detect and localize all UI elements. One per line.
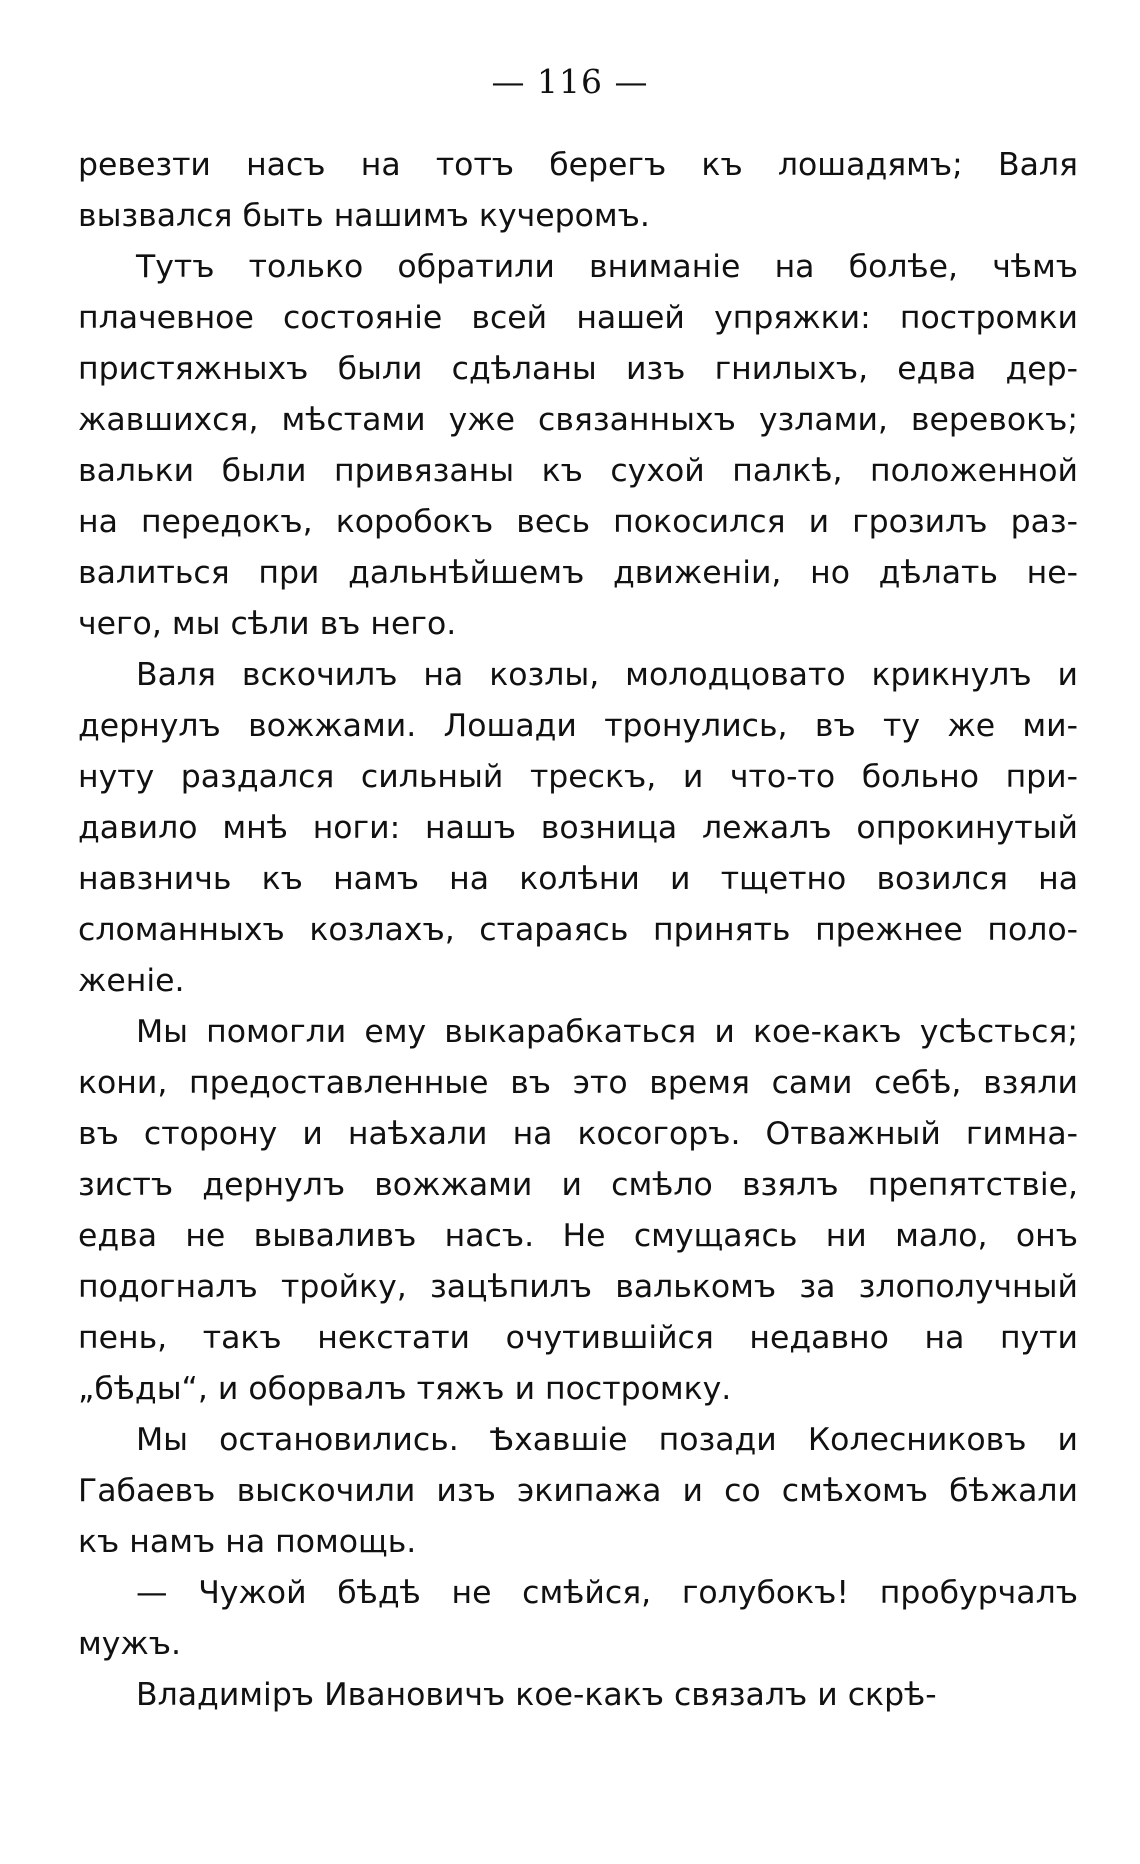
text-line: кони, предоставленные въ это время сами себѣ, взяли [78,1065,1078,1101]
text-line: подогналъ тройку, зацѣпилъ валькомъ за злополучный [78,1269,1078,1305]
text-line: плачевное состояніе всей нашей упряжки: постромки [78,300,1078,336]
paragraph-start-line: Тутъ только обратили вниманіе на болѣе, чѣмъ [136,249,1078,285]
text-line: на передокъ, коробокъ весь покосился и грозилъ раз- [78,504,1078,540]
text-line: дернулъ вожжами. Лошади тронулись, въ ту же ми- [78,708,1078,744]
text-line: пень, такъ некстати очутившійся недавно на пути [78,1320,1078,1356]
text-line: ревезти насъ на тотъ берегъ къ лошадямъ; Валя [78,147,1078,183]
text-line: сломанныхъ козлахъ, стараясь принять прежнее поло- [78,912,1078,948]
text-line: нуту раздался сильный трескъ, и что-то больно при- [78,759,1078,795]
text-line: давило мнѣ ноги: нашъ возница лежалъ опрокинутый [78,810,1078,846]
text-line: Габаевъ выскочили изъ экипажа и со смѣхомъ бѣжали [78,1473,1078,1509]
page-number: — 116 — [491,62,649,101]
paragraph-start-line: Владиміръ Ивановичъ кое-какъ связалъ и скрѣ- [136,1677,937,1713]
text-line: въ сторону и наѣхали на косогоръ. Отважный гимна- [78,1116,1078,1152]
text-line: къ намъ на помощь. [78,1524,417,1560]
text-line: жавшихся, мѣстами уже связанныхъ узлами, веревокъ; [78,402,1078,438]
body-text [78,140,1078,1721]
text-line: пристяжныхъ были сдѣланы изъ гнилыхъ, едва дер- [78,351,1078,387]
text-line: навзничь къ намъ на колѣни и тщетно возился на [78,861,1078,897]
text-line: зистъ дернулъ вожжами и смѣло взялъ препятствіе, [78,1167,1078,1203]
paragraph-start-line: Мы остановились. Ѣхавшіе позади Колесниковъ и [136,1422,1078,1458]
text-line: мужъ. [78,1626,182,1662]
text-line: вызвался быть нашимъ кучеромъ. [78,198,650,234]
text-line: вальки были привязаны къ сухой палкѣ, положенной [78,453,1078,489]
paragraph-start-line: — Чужой бѣдѣ не смѣйся, голубокъ! пробурчалъ [136,1575,1078,1611]
text-line: женіе. [78,963,185,999]
paragraph-start-line: Мы помогли ему выкарабкаться и кое-какъ усѣсться; [136,1014,1078,1050]
text-line: едва не вываливъ насъ. Не смущаясь ни мало, онъ [78,1218,1078,1254]
text-line: чего, мы сѣли въ него. [78,606,457,642]
text-line: валиться при дальнѣйшемъ движеніи, но дѣлать не- [78,555,1078,591]
text-line: „бѣды“, и оборвалъ тяжъ и постромку. [78,1371,732,1407]
paragraph-start-line: Валя вскочилъ на козлы, молодцовато крикнулъ и [136,657,1078,693]
